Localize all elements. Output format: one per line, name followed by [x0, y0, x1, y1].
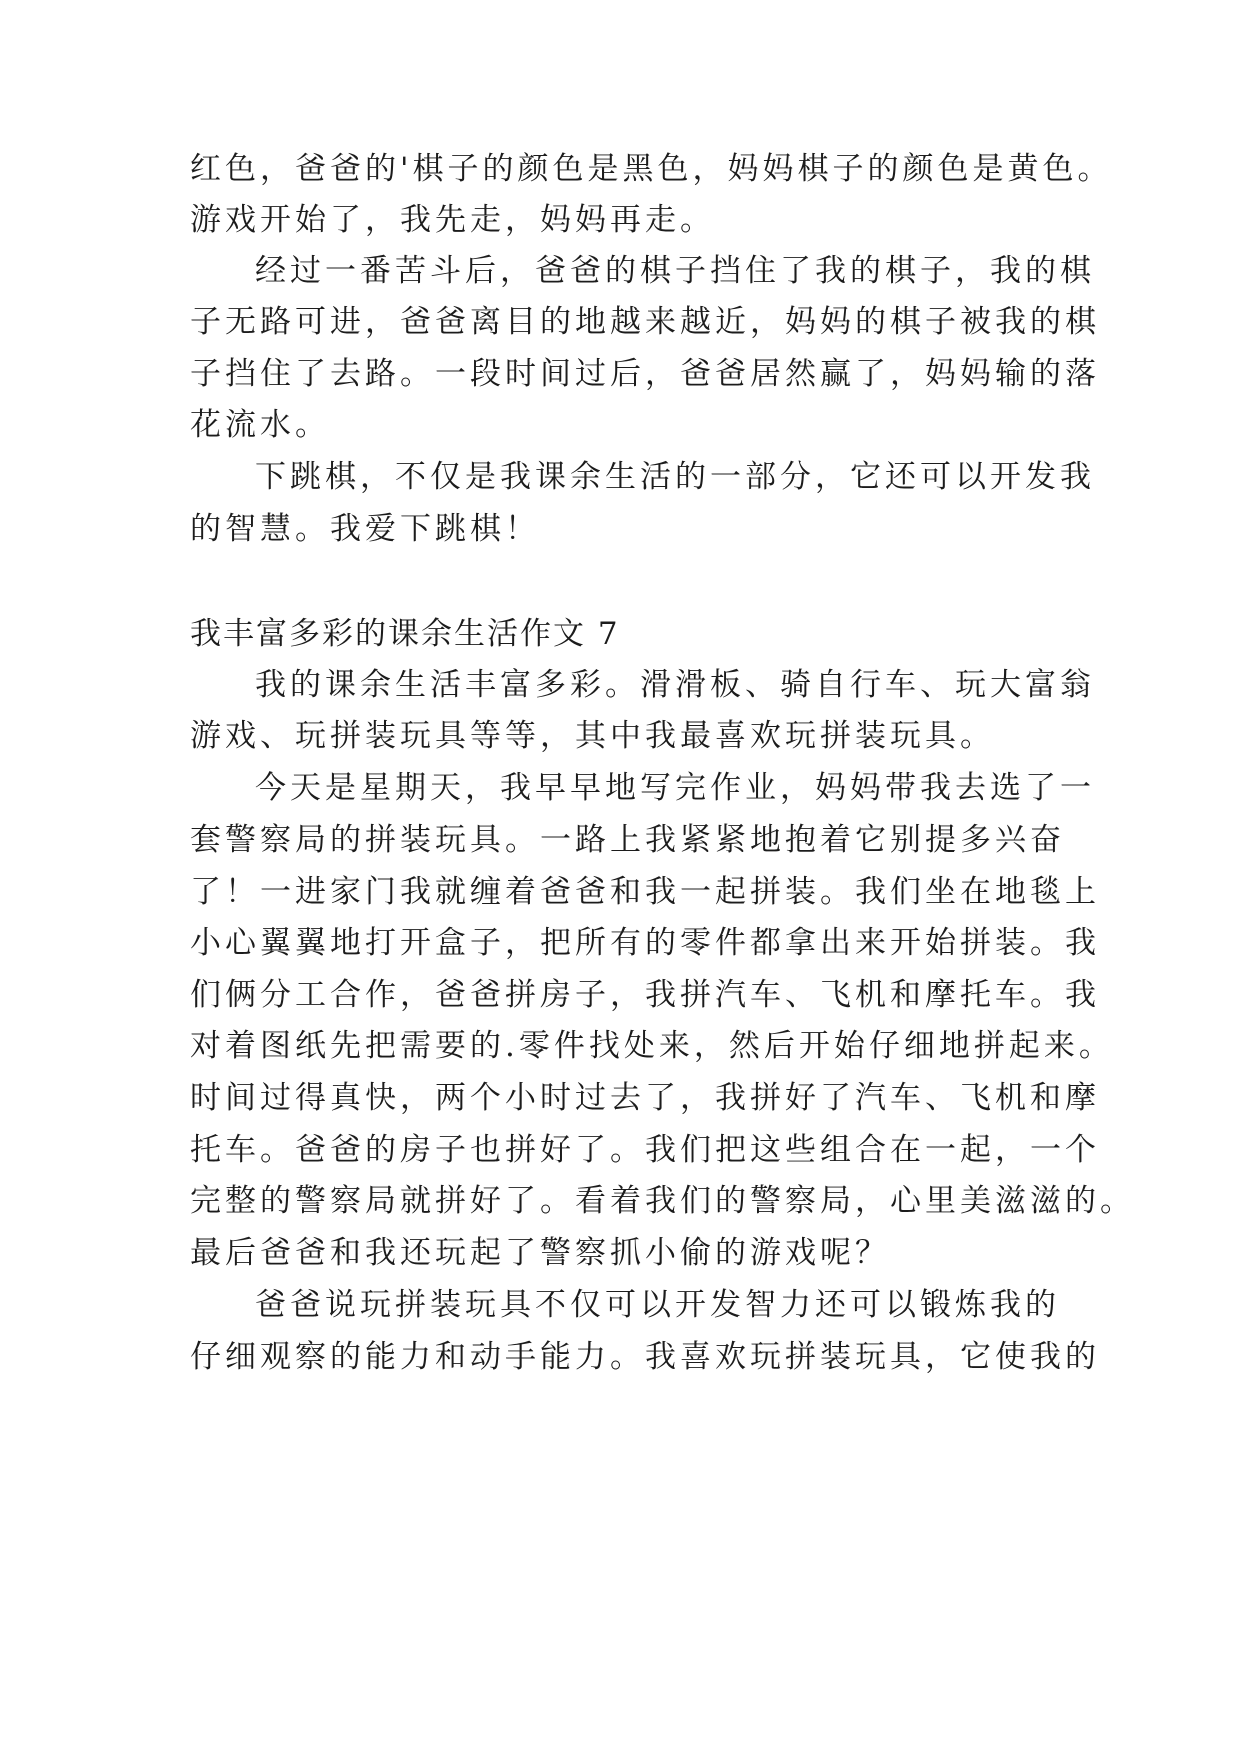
text-line: 下跳棋，不仅是我课余生活的一部分，它还可以开发我	[255, 459, 1095, 495]
text-line: 今天是星期天，我早早地写完作业，妈妈带我去选了一	[255, 770, 1095, 806]
section-title: 我丰富多彩的课余生活作文 7	[190, 616, 620, 652]
text-line: 对着图纸先把需要的.零件找处来，然后开始仔细地拼起来。	[190, 1028, 1114, 1064]
text-line: 游戏开始了，我先走，妈妈再走。	[190, 202, 715, 238]
text-line: 花流水。	[190, 407, 330, 443]
text-line: 时间过得真快，两个小时过去了，我拼好了汽车、飞机和摩	[190, 1080, 1100, 1116]
text-line: 最后爸爸和我还玩起了警察抓小偷的游戏呢？	[190, 1235, 890, 1271]
text-line: 爸爸说玩拼装玩具不仅可以开发智力还可以锻炼我的	[255, 1287, 1060, 1323]
text-line: 完整的警察局就拼好了。看着我们的警察局，心里美滋滋的。	[190, 1183, 1135, 1219]
text-line: 我的课余生活丰富多彩。滑滑板、骑自行车、玩大富翁	[255, 667, 1095, 703]
text-line: 红色，爸爸的'棋子的颜色是黑色，妈妈棋子的颜色是黄色。	[190, 151, 1113, 187]
text-line: 了！一进家门我就缠着爸爸和我一起拼装。我们坐在地毯上	[190, 874, 1100, 910]
text-line: 子无路可进，爸爸离目的地越来越近，妈妈的棋子被我的棋	[190, 304, 1100, 340]
text-line: 套警察局的拼装玩具。一路上我紧紧地抱着它别提多兴奋	[190, 822, 1065, 858]
text-line: 游戏、玩拼装玩具等等，其中我最喜欢玩拼装玩具。	[190, 718, 995, 754]
text-line: 托车。爸爸的房子也拼好了。我们把这些组合在一起，一个	[190, 1132, 1100, 1168]
text-line: 的智慧。我爱下跳棋！	[190, 511, 540, 547]
text-line: 们俩分工合作，爸爸拼房子，我拼汽车、飞机和摩托车。我	[190, 977, 1100, 1013]
text-line: 小心翼翼地打开盒子，把所有的零件都拿出来开始拼装。我	[190, 925, 1100, 961]
text-line: 经过一番苦斗后，爸爸的棋子挡住了我的棋子，我的棋	[255, 253, 1095, 289]
text-line: 仔细观察的能力和动手能力。我喜欢玩拼装玩具，它使我的	[190, 1339, 1100, 1375]
text-line: 子挡住了去路。一段时间过后，爸爸居然赢了，妈妈输的落	[190, 356, 1100, 392]
